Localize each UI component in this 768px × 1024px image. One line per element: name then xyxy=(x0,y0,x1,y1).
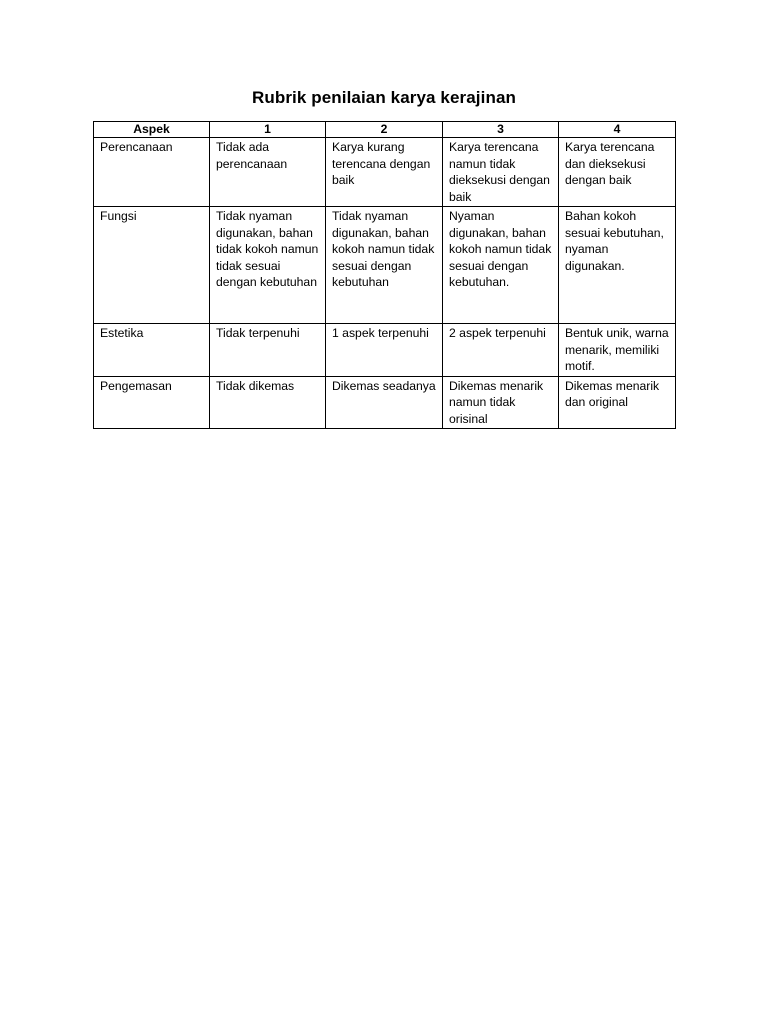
score-cell: Dikemas menarik namun tidak orisinal xyxy=(443,376,559,429)
score-cell: Tidak nyaman digunakan, bahan tidak kokoh namun tidak sesuai dengan kebutuhan xyxy=(210,207,326,324)
aspect-cell-perencanaan: Perencanaan xyxy=(94,138,210,207)
score-cell: Tidak terpenuhi xyxy=(210,324,326,377)
header-score-4: 4 xyxy=(559,122,676,138)
score-cell: Tidak ada perencanaan xyxy=(210,138,326,207)
header-score-2: 2 xyxy=(326,122,443,138)
score-cell: Bahan kokoh sesuai kebutuhan, nyaman digunakan. xyxy=(559,207,676,324)
table-row xyxy=(94,376,676,429)
score-cell: Karya terencana namun tidak dieksekusi dengan baik xyxy=(443,138,559,207)
aspect-cell-pengemasan: Pengemasan xyxy=(94,376,210,429)
score-cell: 1 aspek terpenuhi xyxy=(326,324,443,377)
table-row xyxy=(94,138,676,207)
aspect-cell-fungsi: Fungsi xyxy=(94,207,210,324)
score-cell: Dikemas seadanya xyxy=(326,376,443,429)
page-title: Rubrik penilaian karya kerajinan xyxy=(252,88,516,107)
header-aspect: Aspek xyxy=(94,122,210,138)
score-cell: Bentuk unik, warna menarik, memiliki motif. xyxy=(559,324,676,377)
rubric-table xyxy=(93,121,676,429)
score-cell: Dikemas menarik dan original xyxy=(559,376,676,429)
header-score-3: 3 xyxy=(443,122,559,138)
score-cell: 2 aspek terpenuhi xyxy=(443,324,559,377)
score-cell: Tidak nyaman digunakan, bahan kokoh namun tidak sesuai dengan kebutuhan xyxy=(326,207,443,324)
table-header-row xyxy=(94,122,676,138)
score-cell: Nyaman digunakan, bahan kokoh namun tidak sesuai dengan kebutuhan. xyxy=(443,207,559,324)
header-score-1: 1 xyxy=(210,122,326,138)
aspect-cell-estetika: Estetika xyxy=(94,324,210,377)
table-row xyxy=(94,207,676,324)
score-cell: Karya kurang terencana dengan baik xyxy=(326,138,443,207)
score-cell: Tidak dikemas xyxy=(210,376,326,429)
score-cell: Karya terencana dan dieksekusi dengan baik xyxy=(559,138,676,207)
table-row xyxy=(94,324,676,377)
